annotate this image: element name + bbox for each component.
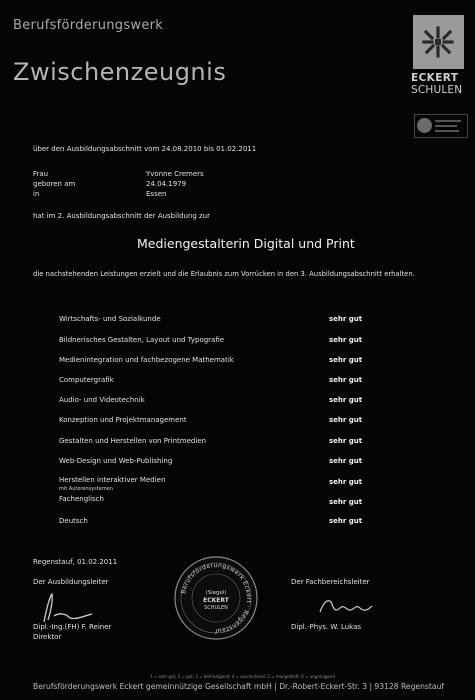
logo-text-schulen: SCHULEN xyxy=(411,84,463,96)
birth-date-label: geboren am xyxy=(33,180,76,188)
left-signatory-name: Dipl.-Ing.(FH) F. Reiner xyxy=(33,623,112,631)
subject-name: Herstellen interaktiver Medien xyxy=(59,476,166,484)
document-title: Zwischenzeugnis xyxy=(13,58,227,86)
organization-name: Berufsförderungswerk xyxy=(13,18,164,33)
subject-grade: sehr gut xyxy=(329,517,363,525)
seal-text-eckert: ECKERT xyxy=(203,597,229,604)
left-signatory-role: Direktor xyxy=(33,633,62,641)
period-text: über den Ausbildungsabschnitt vom 24.08.2010 bis 01.02.2011 xyxy=(33,145,257,153)
subject-grade: sehr gut xyxy=(329,356,363,364)
subject-note: mit Autorensystemen xyxy=(59,486,113,492)
subject-grade: sehr gut xyxy=(329,478,363,486)
subject-name: Audio- und Videotechnik xyxy=(59,396,145,404)
subject-name: Konzeption und Projektmanagement xyxy=(59,416,187,424)
subject-name: Fachenglisch xyxy=(59,495,104,503)
subject-grade: sehr gut xyxy=(329,396,363,404)
left-signatory-title: Der Ausbildungsleiter xyxy=(33,578,109,586)
profession-title: Mediengestalterin Digital und Print xyxy=(137,236,355,251)
statement-training: hat im 2. Ausbildungsabschnitt der Ausbildung zur xyxy=(33,212,210,220)
footer-address: Berufsförderungswerk Eckert gemeinnützige Gesellschaft mbH | Dr.-Robert-Eckert-Str. 3 | 93128 Regenstauf xyxy=(33,682,444,691)
birth-date: 24.04.1979 xyxy=(146,180,187,188)
subject-grade: sehr gut xyxy=(329,437,363,445)
subject-name: Web-Design und Web-Publishing xyxy=(59,457,173,465)
grade-legend: 1 = sehr gut; 2 = gut; 3 = befriedigend; 4 = ausreichend; 5 = mangelhaft; 6 = ungenügend xyxy=(150,674,335,679)
subject-grade: sehr gut xyxy=(329,315,363,323)
subject-name: Deutsch xyxy=(59,517,88,525)
subject-name: Bildnerisches Gestalten, Layout und Typografie xyxy=(59,336,225,344)
salutation-label: Frau xyxy=(33,170,49,178)
right-signature-icon xyxy=(316,594,376,620)
subject-name: Medienintegration und fachbezogene Mathematik xyxy=(59,356,234,364)
eckert-logo xyxy=(413,15,464,69)
person-name: Yvonne Cremers xyxy=(146,170,204,178)
statement-performance: die nachstehenden Leistungen erzielt und die Erlaubnis zum Vorrücken in den 3. Ausbildungsabschnitt erhalten. xyxy=(33,270,415,278)
seal-center-label: (Siegel) xyxy=(205,590,227,596)
eckert-logo-icon xyxy=(413,15,464,69)
right-signatory-title: Der Fachbereichsleiter xyxy=(291,578,370,586)
subject-grade: sehr gut xyxy=(329,416,363,424)
place-date: Regenstauf, 01.02.2011 xyxy=(33,558,118,566)
logo-text-eckert: ECKERT xyxy=(411,72,459,84)
birth-place-label: in xyxy=(33,190,40,198)
left-signature-icon xyxy=(36,590,106,626)
subject-grade: sehr gut xyxy=(329,336,363,344)
right-signatory-name: Dipl.-Phys. W. Lukas xyxy=(291,623,362,631)
seal-ring-text: Berufsförderungswerk Eckert · Regenstauf xyxy=(180,561,253,635)
subject-grade: sehr gut xyxy=(329,498,363,506)
subject-grade: sehr gut xyxy=(329,457,363,465)
subject-name: Wirtschafts- und Sozialkunde xyxy=(59,315,161,323)
subject-grade: sehr gut xyxy=(329,376,363,384)
subject-name: Computergrafik xyxy=(59,376,114,384)
certification-seal-icon xyxy=(414,114,468,138)
official-seal-icon xyxy=(174,556,258,640)
birth-place: Essen xyxy=(146,190,167,198)
seal-text-schulen: SCHULEN xyxy=(204,605,228,611)
subject-name: Gestalten und Herstellen von Printmedien xyxy=(59,437,207,445)
